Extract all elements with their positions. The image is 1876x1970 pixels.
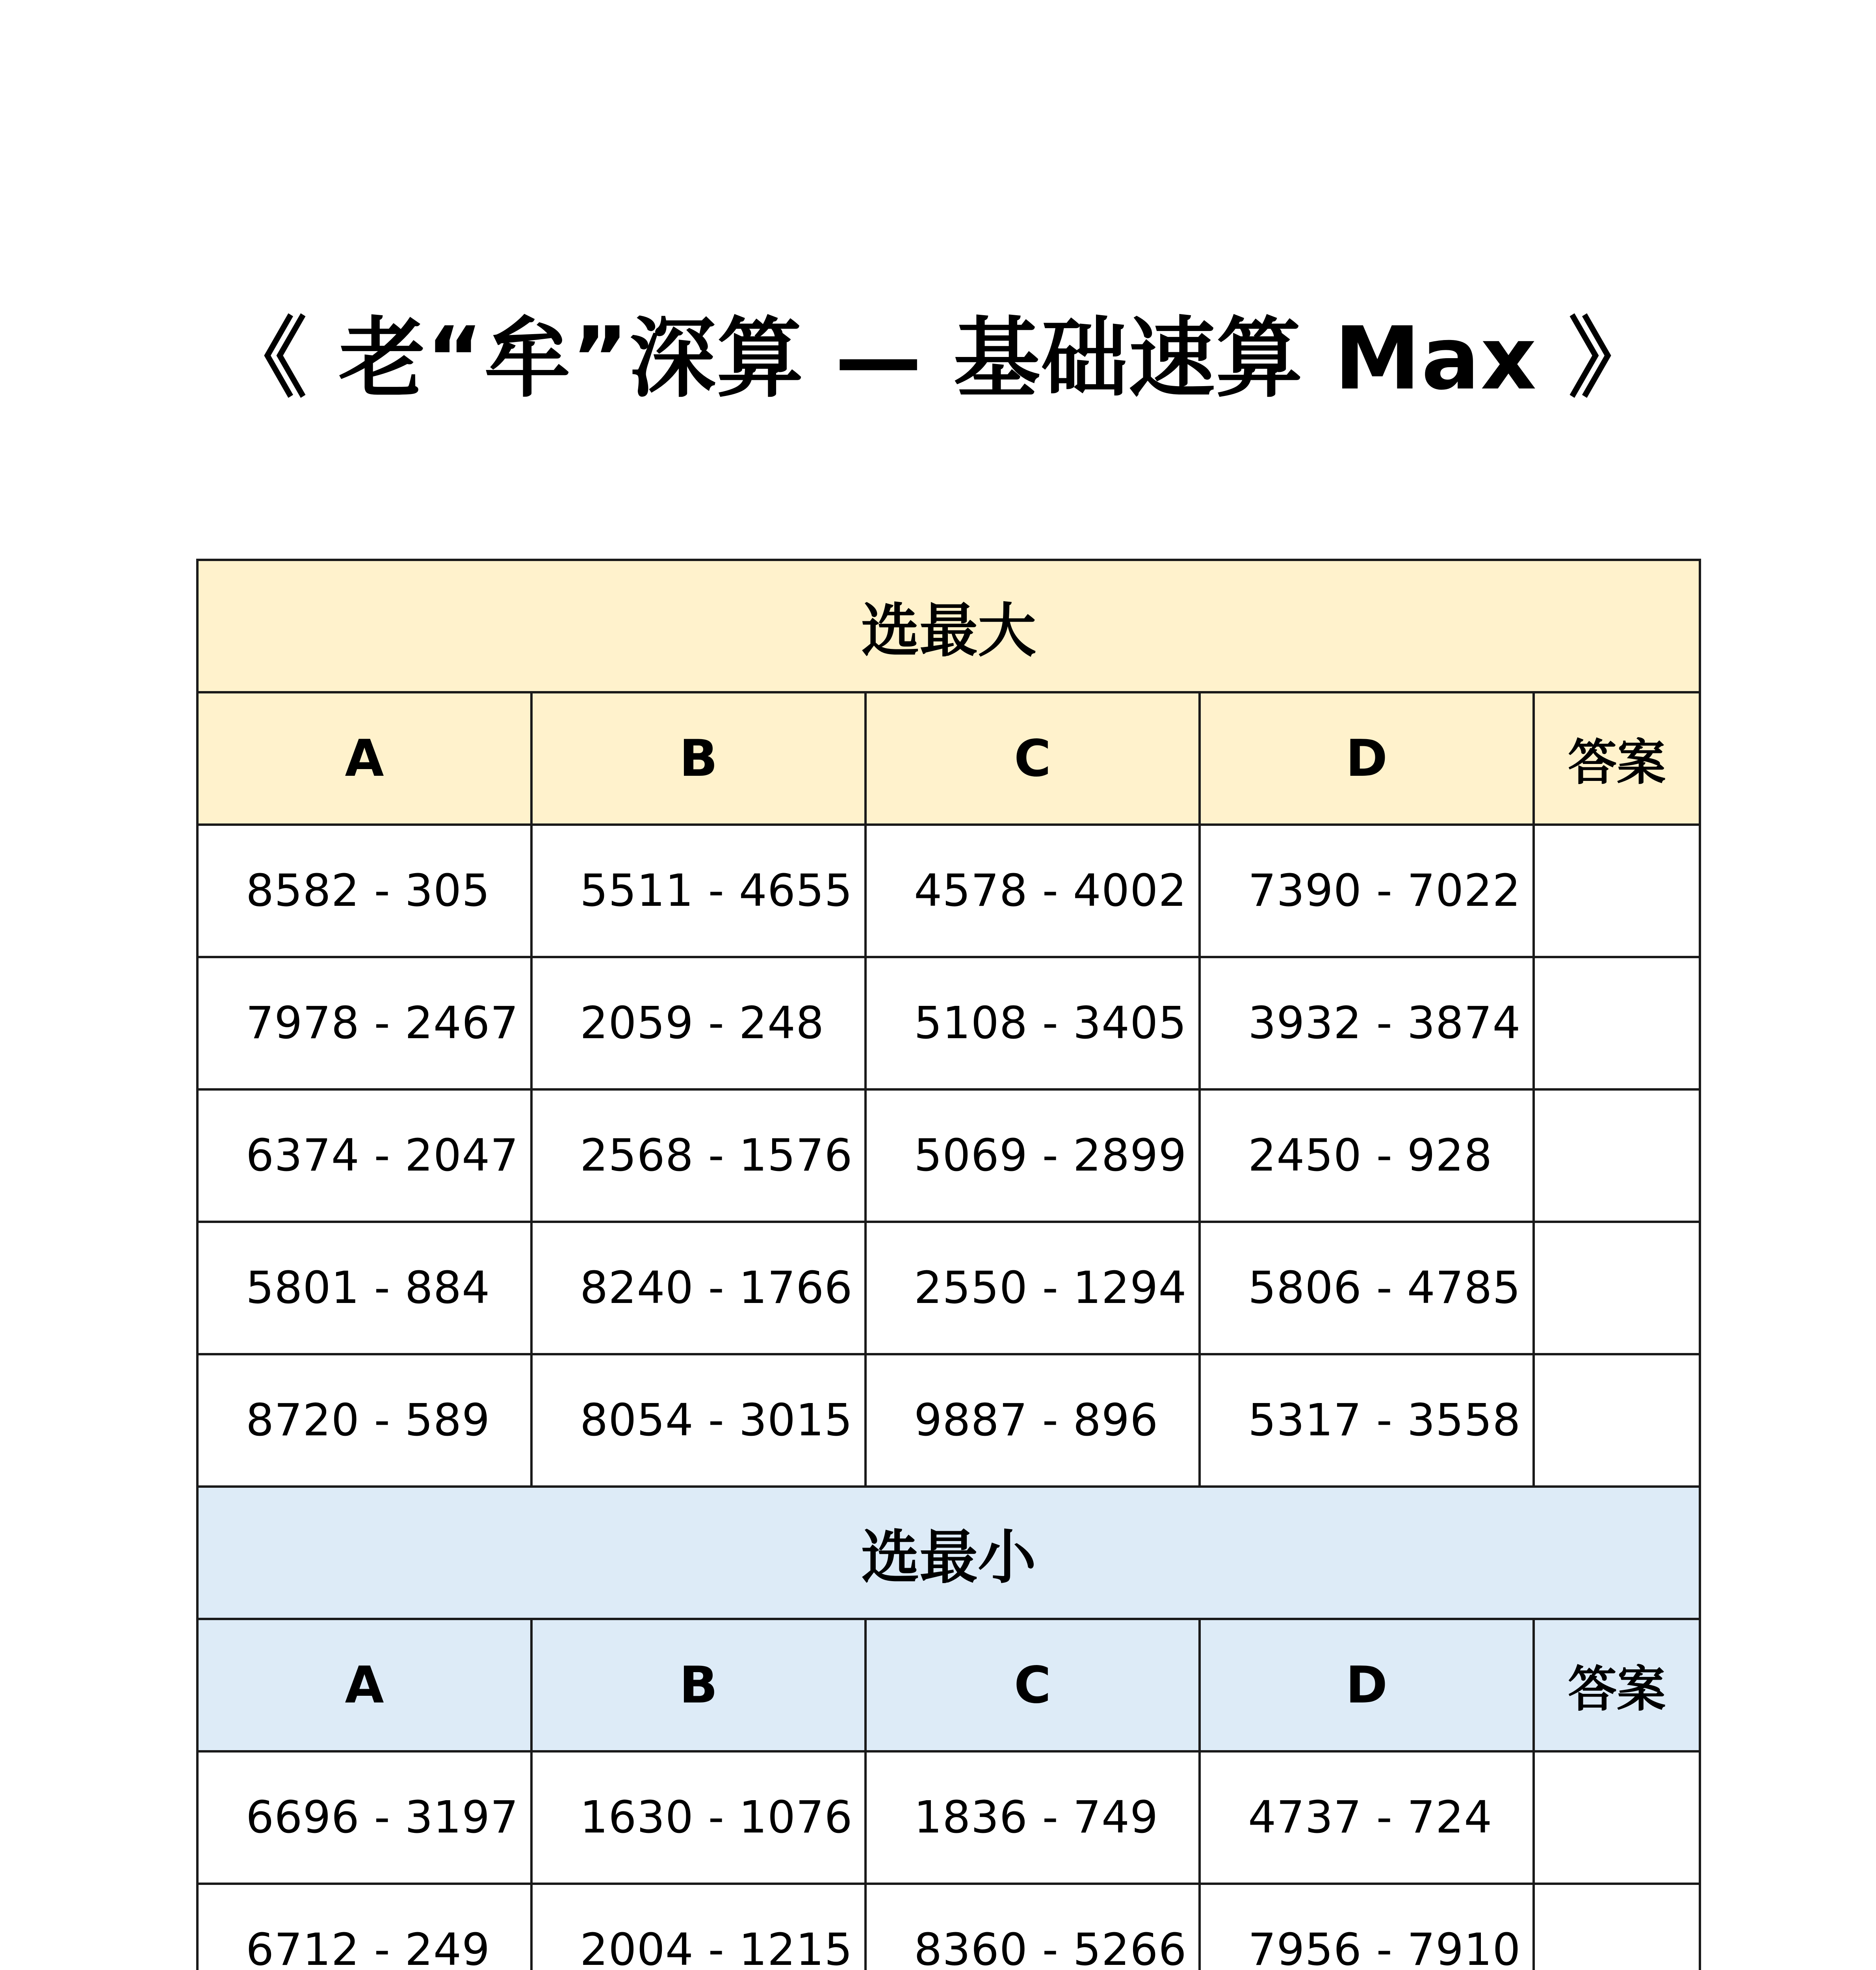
problem-cell: 7390 - 7022 bbox=[1200, 825, 1534, 957]
table-row bbox=[197, 1089, 1700, 1222]
problem-cell: 9887 - 896 bbox=[866, 1354, 1200, 1487]
column-header-d: D bbox=[1200, 692, 1534, 825]
problem-cell: 4578 - 4002 bbox=[866, 825, 1200, 957]
problem-cell: 2568 - 1576 bbox=[531, 1089, 866, 1222]
table-row bbox=[197, 1222, 1700, 1354]
problem-cell: 1630 - 1076 bbox=[531, 1751, 866, 1884]
problem-cell: 3932 - 3874 bbox=[1200, 957, 1534, 1089]
problem-cell: 8240 - 1766 bbox=[531, 1222, 866, 1354]
column-header-c: C bbox=[866, 1619, 1200, 1751]
table-row bbox=[197, 1751, 1700, 1884]
problem-cell: 1836 - 749 bbox=[866, 1751, 1200, 1884]
problem-cell: 7956 - 7910 bbox=[1200, 1884, 1534, 1970]
column-header-b: B bbox=[531, 692, 866, 825]
table-row bbox=[197, 957, 1700, 1089]
column-header-a: A bbox=[197, 692, 531, 825]
problem-cell: 2004 - 1215 bbox=[531, 1884, 866, 1970]
answer-cell[interactable] bbox=[1534, 957, 1700, 1089]
answer-cell[interactable] bbox=[1534, 1354, 1700, 1487]
section-min-column-header-row bbox=[197, 1619, 1700, 1751]
problem-cell: 8054 - 3015 bbox=[531, 1354, 866, 1487]
problem-cell: 5069 - 2899 bbox=[866, 1089, 1200, 1222]
section-min-title-row bbox=[197, 1487, 1700, 1619]
problem-cell: 6696 - 3197 bbox=[197, 1751, 531, 1884]
section-max-column-header-row bbox=[197, 692, 1700, 825]
worksheet-table bbox=[196, 559, 1701, 1970]
table-row bbox=[197, 1354, 1700, 1487]
problem-cell: 8360 - 5266 bbox=[866, 1884, 1200, 1970]
problem-cell: 5108 - 3405 bbox=[866, 957, 1200, 1089]
problem-cell: 2450 - 928 bbox=[1200, 1089, 1534, 1222]
problem-cell: 2059 - 248 bbox=[531, 957, 866, 1089]
problem-cell: 6712 - 249 bbox=[197, 1884, 531, 1970]
section-max-heading: 选最大 bbox=[197, 560, 1700, 692]
problem-cell: 2550 - 1294 bbox=[866, 1222, 1200, 1354]
problem-cell: 5806 - 4785 bbox=[1200, 1222, 1534, 1354]
answer-cell[interactable] bbox=[1534, 1222, 1700, 1354]
column-header-d: D bbox=[1200, 1619, 1534, 1751]
problem-cell: 8582 - 305 bbox=[197, 825, 531, 957]
answer-cell[interactable] bbox=[1534, 1751, 1700, 1884]
column-header-a: A bbox=[197, 1619, 531, 1751]
answer-header: 答案 bbox=[1534, 692, 1700, 825]
answer-cell[interactable] bbox=[1534, 1884, 1700, 1970]
answer-cell[interactable] bbox=[1534, 825, 1700, 957]
problem-cell: 5317 - 3558 bbox=[1200, 1354, 1534, 1487]
table-row bbox=[197, 1884, 1700, 1970]
table-row bbox=[197, 825, 1700, 957]
page-title: 《 老“牟”深算 — 基础速算 Max 》 bbox=[220, 308, 1656, 409]
problem-cell: 5511 - 4655 bbox=[531, 825, 866, 957]
column-header-c: C bbox=[866, 692, 1200, 825]
problem-cell: 4737 - 724 bbox=[1200, 1751, 1534, 1884]
problem-cell: 8720 - 589 bbox=[197, 1354, 531, 1487]
answer-cell[interactable] bbox=[1534, 1089, 1700, 1222]
column-header-b: B bbox=[531, 1619, 866, 1751]
section-min-heading: 选最小 bbox=[197, 1487, 1700, 1619]
problem-cell: 7978 - 2467 bbox=[197, 957, 531, 1089]
problem-cell: 5801 - 884 bbox=[197, 1222, 531, 1354]
answer-header: 答案 bbox=[1534, 1619, 1700, 1751]
problem-cell: 6374 - 2047 bbox=[197, 1089, 531, 1222]
section-max-title-row bbox=[197, 560, 1700, 692]
